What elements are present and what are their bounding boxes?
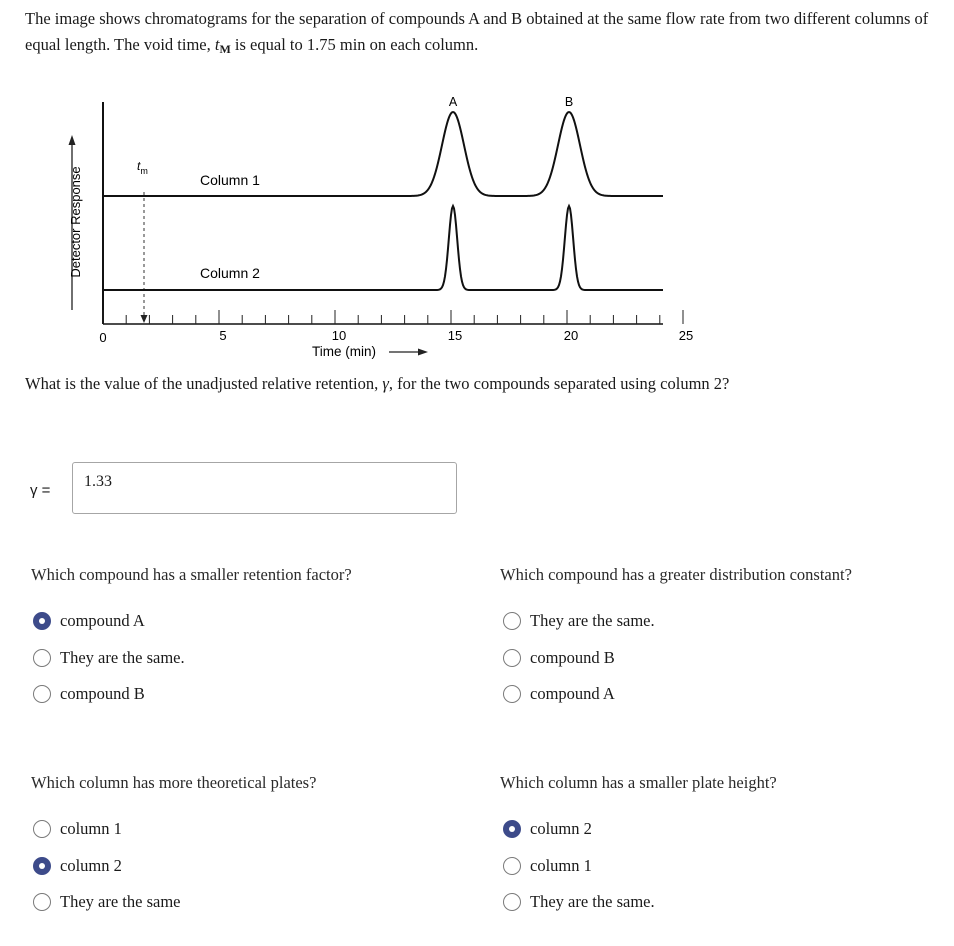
plate-height-option[interactable]	[503, 819, 592, 839]
tm-subscript: M	[219, 42, 231, 56]
plate-height-option[interactable]	[503, 892, 655, 912]
void-time-arrow-head	[141, 315, 148, 323]
radio-button[interactable]	[503, 649, 521, 667]
radio-button[interactable]	[503, 857, 521, 875]
column-1-label: Column 1	[200, 172, 260, 188]
option-label: column 1	[60, 819, 122, 838]
column-1-trace	[103, 112, 663, 196]
intro-part2: is equal to 1.75 min on each column.	[230, 35, 479, 54]
question-theoretical-plates: Which column has more theoretical plates?	[31, 773, 317, 792]
tick-label-15: 15	[447, 328, 463, 343]
radio-button[interactable]	[33, 685, 51, 703]
tick-label-20: 20	[563, 328, 579, 343]
radio-button[interactable]	[503, 612, 521, 630]
x-axis-label: Time (min)	[312, 344, 376, 359]
gamma-label: γ =	[30, 482, 51, 499]
option-label: column 2	[60, 856, 122, 875]
question-text-before: What is the value of the unadjusted relative retention,	[25, 374, 383, 393]
distribution-constant-option[interactable]	[503, 611, 655, 631]
option-label: compound A	[60, 611, 145, 630]
option-label: compound A	[530, 684, 615, 703]
radio-button[interactable]	[503, 820, 521, 838]
option-label: They are the same.	[530, 892, 655, 911]
option-label: compound B	[60, 684, 145, 703]
y-axis-arrow-head	[69, 135, 76, 145]
radio-button[interactable]	[33, 649, 51, 667]
column-2-label: Column 2	[200, 265, 260, 281]
relative-retention-value: 1.33	[84, 473, 112, 490]
option-label: compound B	[530, 648, 615, 667]
theoretical-plates-option[interactable]	[33, 856, 122, 876]
option-label: column 1	[530, 856, 592, 875]
retention-factor-option[interactable]	[33, 611, 145, 631]
time-axis-ticks	[103, 310, 683, 324]
option-label: They are the same.	[60, 648, 185, 667]
x-axis-arrow-head	[418, 349, 428, 356]
tick-label-5: 5	[219, 328, 227, 343]
theoretical-plates-option[interactable]	[33, 819, 122, 839]
chromatogram-figure	[60, 90, 720, 365]
plate-height-option[interactable]	[503, 856, 592, 876]
radio-button[interactable]	[33, 857, 51, 875]
distribution-constant-option[interactable]	[503, 648, 615, 668]
question-plate-height: Which column has a smaller plate height?	[500, 773, 777, 792]
question-distribution-constant: Which compound has a greater distribution constant?	[500, 565, 852, 584]
retention-factor-option[interactable]	[33, 684, 145, 704]
intro-text	[25, 6, 940, 62]
gamma-symbol: γ	[382, 374, 389, 393]
theoretical-plates-option[interactable]	[33, 892, 180, 912]
retention-factor-option[interactable]	[33, 648, 185, 668]
radio-button[interactable]	[33, 820, 51, 838]
tm-label: $t_m$	[137, 159, 148, 176]
intro-part1: The image shows chromatograms for the separation of compounds A and B obtained at the same flow rate from two different columns of equal length. The void time,	[25, 9, 929, 54]
peak-a-label: A	[448, 95, 458, 109]
question-text-after: , for the two compounds separated using column 2?	[388, 374, 730, 393]
peak-b-label: B	[564, 95, 574, 109]
time-axis-tick-labels	[99, 328, 693, 345]
radio-button[interactable]	[33, 612, 51, 630]
question-relative-retention	[25, 374, 729, 394]
radio-button[interactable]	[503, 893, 521, 911]
option-label: They are the same.	[530, 611, 655, 630]
radio-button[interactable]	[503, 685, 521, 703]
tick-label-25: 25	[678, 328, 694, 343]
tick-label-10: 10	[331, 328, 347, 343]
y-axis-label: Detector Response	[68, 166, 83, 278]
tick-label-0: 0	[99, 330, 107, 345]
question-retention-factor: Which compound has a smaller retention factor?	[31, 565, 352, 584]
distribution-constant-option[interactable]	[503, 684, 615, 704]
radio-button[interactable]	[33, 893, 51, 911]
column-2-trace	[103, 206, 663, 290]
option-label: column 2	[530, 819, 592, 838]
relative-retention-input[interactable]	[72, 462, 457, 514]
tm-symbol: t	[214, 35, 220, 54]
option-label: They are the same	[60, 892, 181, 911]
